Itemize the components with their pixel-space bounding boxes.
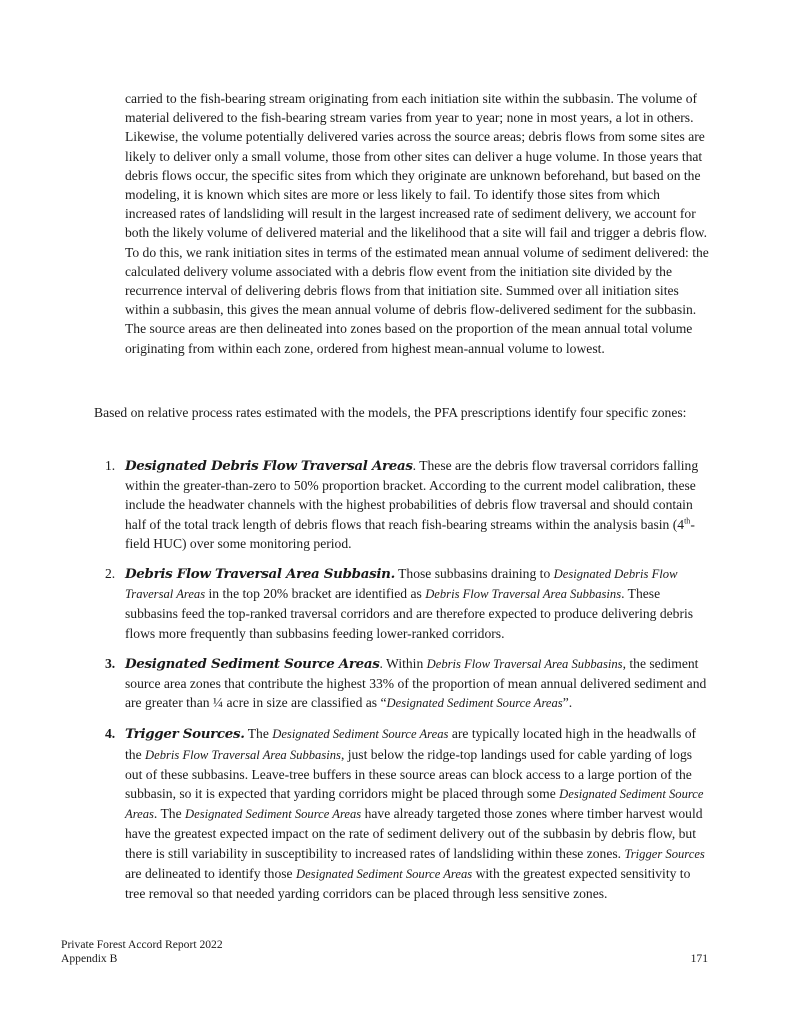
zone-number: 3. <box>105 655 116 671</box>
zone-text: . These are the debris flow traversal corridors falling within the greater-than-zero to 50% proportion bracket. According to the current model calibration, these include the headwater channels with the highest probabilities of debris flow traversal and should contain half of the total track length of debris flows that reach fish-bearing streams within the analysis basin (4 <box>125 458 699 532</box>
zone-text: . The <box>153 806 186 822</box>
zone-term: Debris Flow Traversal Area Subbasin. <box>125 566 395 583</box>
zone-number: 1. <box>105 458 116 473</box>
zone-text: Those subbasins draining to <box>394 566 554 582</box>
zone-italic-term: Debris Flow Traversal Area Subbasins <box>145 747 341 762</box>
footer-line-report: Private Forest Accord Report 2022 <box>61 938 223 951</box>
zone-term: Trigger Sources. <box>125 726 245 743</box>
footer-report-title <box>61 938 223 966</box>
zone-italic-term: Designated Sediment Source Areas <box>386 696 563 711</box>
zone-italic-term: Designated Sediment Source Areas <box>272 727 449 742</box>
zone-italic-term: Debris Flow Traversal Area Subbasins <box>426 656 623 671</box>
zone-text: , just below the ridge-top landings used for cable yarding of logs out of these subbasins. Leave-tree buffers in these source areas can block access to a large portion of the subbasin, so it is expected that yarding corridors might be placed through some <box>125 746 693 802</box>
zone-number: 2. <box>105 566 116 582</box>
zone-text: , the sediment source area zones that contribute the highest 33% of the proportion of mean annual delivered sediment and are greater than ¼ acre in size are classified as “ <box>125 655 707 711</box>
zone-italic-term: Debris Flow Traversal Area Subbasins <box>425 587 622 602</box>
page-number: 171 <box>690 952 708 965</box>
zone-text: with the greatest expected sensitivity to tree removal so that needed yarding corridors can be placed through less sensitive zones. <box>125 865 691 902</box>
zone-number: 4. <box>105 726 116 742</box>
zone-term: Designated Debris Flow Traversal Areas <box>125 458 413 474</box>
zone-text: in the top 20% bracket are identified as <box>205 586 426 602</box>
zone-item-1 <box>105 456 711 553</box>
footer-line-appendix: Appendix B <box>61 952 118 965</box>
zone-text: are delineated to identify those <box>125 865 296 881</box>
zone-text: have already targeted those zones where timber harvest would have the greatest expected impact on the rate of sediment delivery out of the subbasin by debris flow, but there is still variability in susceptibility to increased rates of landsliding within these zones. <box>125 806 703 861</box>
superscript: th <box>684 516 691 526</box>
zone-text: -field HUC) over some monitoring period. <box>125 516 695 551</box>
zone-italic-term: Designated Sediment Source Areas <box>125 787 704 822</box>
continuation-paragraph: carried to the fish-bearing stream originating from each initiation site within the subbasin. The volume of material delivered to the fish-bearing stream varies from year to year; none in most years, a lot in others. Likewise, the volume potentially delivered varies across the source areas; debris flows from some sites are likely to deliver only a small volume, those from other sites can deliver a huge volume. In those years that debris flows occur, the specific sites from which they originate are unknown beforehand, but based on the modeling, it is known which sites are more or less likely to fail. To identify those sites from which increased rates of landsliding will result in the largest increased rate of sediment delivery, we account for both the likely volume of delivered material and the likelihood that a site will fail and trigger a debris flow. To do this, we rank initiation sites in terms of the estimated mean annual volume of sediment delivered: the calculated delivery volume associated with a debris flow event from the initiation site divided by the recurrence interval of delivering debris flows from that initiation site. Summed over all initiation sites within a subbasin, this gives the mean annual volume of debris flow-delivered sediment for the subbasin. The source areas are then delineated into zones based on the proportion of the mean annual total volume originating from within each zone, ordered from highest mean-annual volume to lowest. <box>125 91 709 356</box>
zones-list <box>105 456 711 914</box>
intro-paragraph: Based on relative process rates estimated with the models, the PFA prescriptions identify four specific zones: <box>94 405 687 420</box>
zone-text: are typically located high in the headwalls of the <box>125 726 697 762</box>
zone-text: . These subbasins feed the top-ranked traversal corridors and are therefore expected to produce delivering debris flows more frequently than subbasins feeding lower-ranked corridors. <box>125 586 694 641</box>
zone-text: . Within <box>379 655 427 671</box>
zone-item-2 <box>105 564 711 643</box>
zone-italic-term: Trigger Sources <box>624 846 705 861</box>
zone-text: The <box>244 726 273 742</box>
zone-term: Designated Sediment Source Areas <box>125 655 380 672</box>
zone-italic-term: Designated Sediment Source Areas <box>185 807 362 822</box>
zone-item-3 <box>105 654 711 714</box>
zone-italic-term: Designated Debris Flow Traversal Areas <box>125 567 678 602</box>
zone-italic-term: Designated Sediment Source Areas <box>296 866 473 881</box>
zone-item-4 <box>105 724 711 903</box>
zone-text: ”. <box>562 695 573 711</box>
